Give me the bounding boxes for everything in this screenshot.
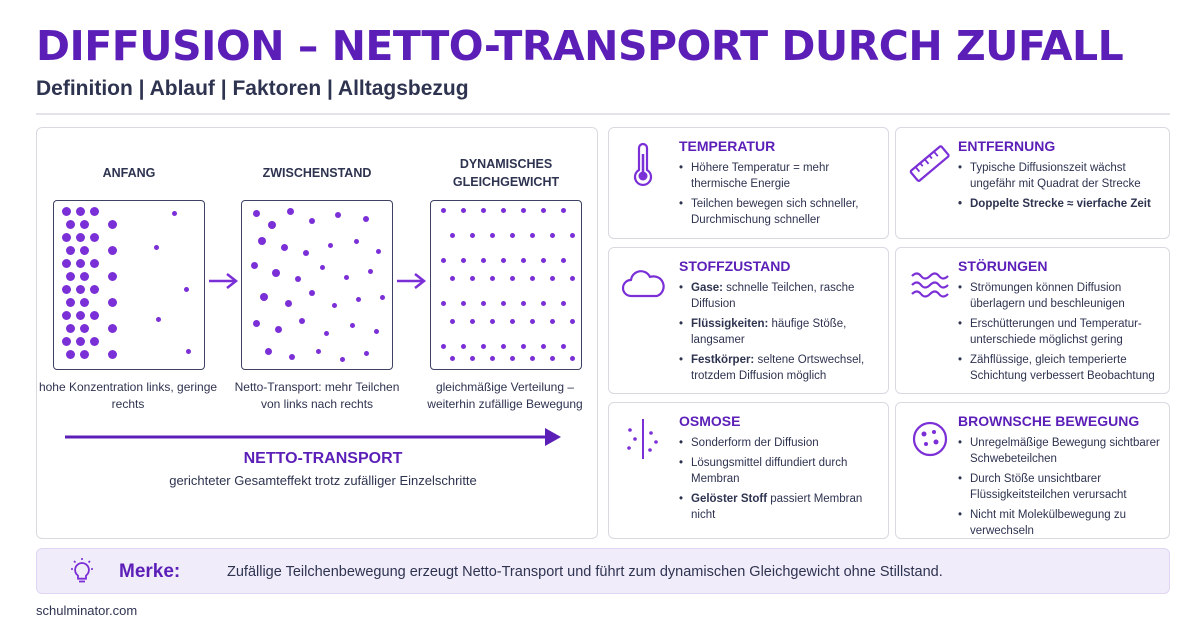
card-temperatur — [608, 127, 889, 239]
particle-dot — [501, 258, 506, 263]
particle-dot — [76, 285, 85, 294]
card-title: ENTFERNUNG — [958, 138, 1056, 154]
card-title: BROWNSCHE BEWEGUNG — [958, 413, 1140, 429]
particle-dot — [251, 262, 258, 269]
waves-icon — [908, 262, 952, 306]
particle-dot — [258, 237, 266, 245]
list-item-text: Lösungsmittel diffundiert durch Membran — [691, 457, 848, 485]
particle-dot — [541, 344, 546, 349]
particle-dot — [481, 301, 486, 306]
particle-dot — [62, 259, 71, 268]
particle-dot — [561, 258, 566, 263]
list-item: • Strömungen können Diffusion überlagern und beschleunigen — [958, 280, 1161, 312]
particle-dot — [561, 301, 566, 306]
transport-arrow-icon — [63, 425, 563, 449]
list-item-text: Sonderform der Diffusion — [691, 437, 819, 449]
particle-dot — [561, 344, 566, 349]
particle-dot — [510, 319, 515, 324]
particle-dot — [62, 207, 71, 216]
particle-dot — [90, 259, 99, 268]
merke-label: Merke: — [119, 561, 181, 582]
particle-dot — [461, 301, 466, 306]
particle-dot — [76, 337, 85, 346]
particle-dot — [350, 323, 355, 328]
particle-dot — [550, 276, 555, 281]
stage-caption-anfang: hohe Konzentration links, geringe rechts — [38, 380, 218, 411]
particle-dot — [521, 301, 526, 306]
particle-dot — [316, 349, 321, 354]
particle-dot — [80, 246, 89, 255]
particle-dot — [510, 233, 515, 238]
list-item — [679, 455, 880, 487]
particle-dot — [470, 233, 475, 238]
particle-dot — [340, 357, 345, 362]
list-item-term: Flüssigkeiten: — [691, 318, 769, 330]
particle-dot — [368, 269, 373, 274]
particle-dot — [364, 351, 369, 356]
particle-dot — [324, 331, 329, 336]
list-item: • Nicht mit Molekülbewegung zu verwechseln — [958, 507, 1161, 539]
particle-dot — [570, 233, 575, 238]
card-list — [679, 435, 880, 527]
list-item-text: schnelle Teilchen, rasche Diffusion — [691, 282, 855, 310]
particle-dot — [62, 311, 71, 320]
particle-dot — [510, 356, 515, 361]
particle-dot — [450, 276, 455, 281]
particle-dot — [253, 210, 260, 217]
card-osmose — [608, 402, 889, 539]
particle-dot — [184, 287, 189, 292]
membrane-icon — [621, 417, 665, 461]
particle-dot — [80, 272, 89, 281]
particle-dot — [66, 246, 75, 255]
particle-dot — [268, 221, 276, 229]
card-list — [679, 160, 880, 232]
list-item: • Doppelte Strecke ≈ vierfache Zeit — [958, 196, 1161, 212]
particle-dot — [154, 245, 159, 250]
particle-dot — [461, 344, 466, 349]
ruler-icon — [908, 142, 952, 186]
particle-dot — [441, 301, 446, 306]
particle-dot — [172, 211, 177, 216]
header-divider — [36, 113, 1170, 115]
particle-dot — [374, 329, 379, 334]
particle-dot — [108, 350, 117, 359]
particle-dot — [328, 243, 333, 248]
list-item: • Durch Stöße unsichtbarer Flüssigkeitsteilchen verursacht — [958, 471, 1161, 503]
particle-dot — [275, 326, 282, 333]
particle-dot — [272, 269, 280, 277]
particle-dot — [260, 293, 268, 301]
particle-dot — [481, 344, 486, 349]
arrow-right-icon — [207, 271, 241, 291]
particle-dot — [441, 208, 446, 213]
card-list — [679, 280, 880, 388]
particle-dot — [470, 356, 475, 361]
page-title: DIFFUSION – NETTO-TRANSPORT DURCH ZUFALL — [36, 22, 1124, 70]
particle-dot — [570, 276, 575, 281]
list-item-term: Gase: — [691, 282, 723, 294]
particle-dot — [80, 298, 89, 307]
particle-dot — [156, 317, 161, 322]
particle-dot — [561, 208, 566, 213]
particle-dot — [490, 356, 495, 361]
particle-dot — [481, 258, 486, 263]
particle-dot — [470, 276, 475, 281]
card-entfernung — [895, 127, 1170, 239]
card-stoffzustand — [608, 247, 889, 394]
card-title: OSMOSE — [679, 413, 741, 429]
particle-dot — [376, 249, 381, 254]
particle-dot — [62, 233, 71, 242]
particle-dot — [62, 285, 71, 294]
particle-dot — [90, 311, 99, 320]
particle-dot — [309, 218, 315, 224]
particle-dot — [521, 208, 526, 213]
particle-dot — [108, 220, 117, 229]
particle-dot — [510, 276, 515, 281]
list-item: • Höhere Temperatur = mehr thermische Energie — [679, 160, 880, 192]
particle-dot — [550, 356, 555, 361]
cloud-icon — [621, 262, 665, 306]
particle-dot — [570, 319, 575, 324]
particle-dot — [80, 220, 89, 229]
particle-dot — [62, 337, 71, 346]
particle-dot — [481, 208, 486, 213]
list-item: • Teilchen bewegen sich schneller, Durchmischung schneller — [679, 196, 880, 228]
card-list — [958, 435, 1161, 543]
particle-dot — [66, 298, 75, 307]
particle-dot — [287, 208, 294, 215]
arrow-right-icon — [395, 271, 429, 291]
thermometer-icon — [621, 142, 665, 186]
list-item-text: passiert Membran nicht — [691, 493, 863, 521]
particle-dot — [76, 311, 85, 320]
particle-dot — [530, 356, 535, 361]
stage-title-zwischenstand: ZWISCHENSTAND — [262, 166, 372, 180]
list-item: • Unregelmäßige Bewegung sichtbarer Schwebeteilchen — [958, 435, 1161, 467]
particle-dot — [541, 301, 546, 306]
particle-dot — [90, 337, 99, 346]
particle-dot — [76, 233, 85, 242]
particle-dot — [541, 258, 546, 263]
stage-caption-zwischenstand: Netto-Transport: mehr Teilchen von links nach rechts — [234, 380, 400, 411]
particle-dot — [66, 324, 75, 333]
particle-dot — [550, 233, 555, 238]
particle-dot — [521, 344, 526, 349]
particle-dot — [108, 324, 117, 333]
transport-caption: gerichteter Gesamteffekt trotz zufälliger Einzelschritte — [169, 473, 477, 488]
particle-dot — [265, 348, 272, 355]
particle-dot — [363, 216, 369, 222]
particle-dot — [186, 349, 191, 354]
card-title: STOFFZUSTAND — [679, 258, 791, 274]
particle-dot — [501, 344, 506, 349]
list-item — [679, 352, 880, 384]
particle-dot — [490, 319, 495, 324]
list-item-term: Festkörper: — [691, 354, 755, 366]
particle-dot — [530, 319, 535, 324]
merke-text: Zufällige Teilchenbewegung erzeugt Netto-Transport und führt zum dynamischen Gleichgewicht ohne Stillstand. — [227, 564, 943, 580]
particle-dot — [490, 233, 495, 238]
list-item — [679, 280, 880, 312]
particle-dot — [530, 233, 535, 238]
particle-dot — [90, 285, 99, 294]
particle-dot — [320, 265, 325, 270]
particle-dot — [380, 295, 385, 300]
particle-dot — [90, 233, 99, 242]
particle-dot — [541, 208, 546, 213]
card-stoerungen — [895, 247, 1170, 394]
stage-box-zwischenstand — [241, 200, 393, 370]
merke-box — [36, 548, 1170, 594]
process-panel — [36, 127, 598, 539]
lightbulb-icon — [67, 557, 97, 587]
particle-dot — [570, 356, 575, 361]
particle-dot — [108, 272, 117, 281]
particle-dot — [80, 350, 89, 359]
particle-dot — [501, 208, 506, 213]
card-title: STÖRUNGEN — [958, 258, 1048, 274]
particle-dot — [303, 250, 309, 256]
list-item: • Zähflüssige, gleich temperierte Schichtung verbessert Beobachtung — [958, 352, 1161, 384]
list-item-text: häufige Stöße, langsamer — [691, 318, 847, 346]
stage-box-gleichgewicht — [430, 200, 582, 370]
list-item-term: Gelöster Stoff — [691, 493, 768, 505]
particle-dot — [332, 303, 337, 308]
particle-dot — [66, 350, 75, 359]
list-item — [679, 316, 880, 348]
stage-title-gleichgewicht: DYNAMISCHES GLEICHGEWICHT — [452, 157, 560, 189]
particle-dot — [501, 301, 506, 306]
particle-dot — [461, 208, 466, 213]
particle-dot — [490, 276, 495, 281]
particle-dot — [108, 298, 117, 307]
card-list — [958, 280, 1161, 388]
stage-caption-gleichgewicht: gleichmäßige Verteilung – weiterhin zufällige Bewegung — [427, 380, 583, 411]
list-item: • Typische Diffusionszeit wächst ungefähr mit Quadrat der Strecke — [958, 160, 1161, 192]
particle-dot — [356, 297, 361, 302]
particle-dot — [90, 207, 99, 216]
particle-dot — [550, 319, 555, 324]
particle-dot — [80, 324, 89, 333]
particle-dot — [461, 258, 466, 263]
stage-box-anfang — [53, 200, 205, 370]
particle-dot — [76, 259, 85, 268]
particle-dot — [309, 290, 315, 296]
list-item — [679, 491, 880, 523]
card-brownsche-bewegung — [895, 402, 1170, 539]
particle-dot — [450, 233, 455, 238]
particle-dot — [285, 300, 292, 307]
transport-label: NETTO-TRANSPORT — [243, 450, 403, 467]
particle-dot — [76, 207, 85, 216]
stage-title-anfang: ANFANG — [102, 166, 156, 180]
footer-site: schulminator.com — [36, 603, 138, 618]
list-item: • Erschütterungen und Temperatur-unterschiede möglichst gering — [958, 316, 1161, 348]
particle-dot — [335, 212, 341, 218]
particle-dot — [108, 246, 117, 255]
particle-dot — [470, 319, 475, 324]
card-title: TEMPERATUR — [679, 138, 776, 154]
list-item-text: seltene Ortswechsel, trotzdem Diffusion möglich — [691, 354, 865, 382]
particle-dot — [66, 272, 75, 281]
particle-dot — [253, 320, 260, 327]
particle-dot — [441, 344, 446, 349]
particle-icon — [908, 417, 952, 461]
card-list — [958, 160, 1161, 216]
particle-dot — [354, 239, 359, 244]
list-item — [679, 435, 880, 451]
particle-dot — [66, 220, 75, 229]
particle-dot — [344, 275, 349, 280]
particle-dot — [441, 258, 446, 263]
particle-dot — [299, 318, 305, 324]
particle-dot — [450, 319, 455, 324]
particle-dot — [281, 244, 288, 251]
particle-dot — [521, 258, 526, 263]
particle-dot — [295, 276, 301, 282]
particle-dot — [530, 276, 535, 281]
particle-dot — [450, 356, 455, 361]
particle-dot — [289, 354, 295, 360]
page-subtitle: Definition | Ablauf | Faktoren | Alltagsbezug — [36, 77, 469, 100]
